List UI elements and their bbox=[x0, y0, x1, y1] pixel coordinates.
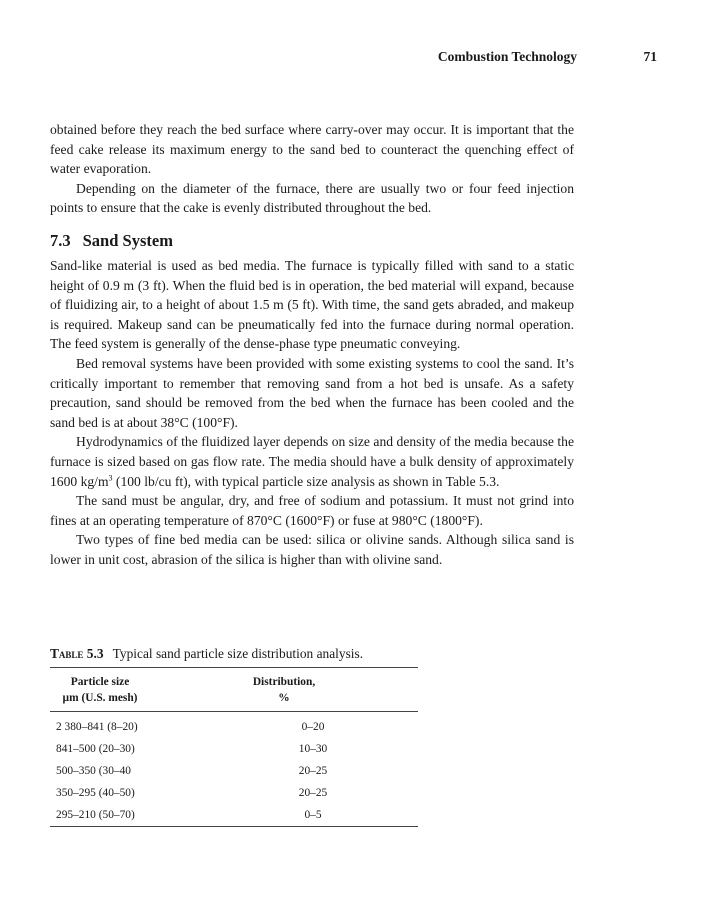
paragraph-continuation: obtained before they reach the bed surface where carry-over may occur. It is important that the feed cake release its maximum energy to the sand bed to counteract the quenching effect of water evaporation. bbox=[50, 122, 574, 177]
table-caption bbox=[50, 645, 450, 663]
section-heading bbox=[50, 229, 574, 253]
body-text bbox=[50, 120, 574, 569]
cell-distribution: 0–5 bbox=[150, 804, 418, 827]
section-number: 7.3 bbox=[50, 230, 71, 250]
cell-size: 350–295 (40–50) bbox=[56, 787, 135, 799]
table-row bbox=[50, 782, 418, 804]
cell-distribution: 0–20 bbox=[301, 721, 325, 733]
column-unit-distribution: % bbox=[150, 690, 418, 712]
superscript-exponent: 3 bbox=[108, 472, 113, 482]
table-header-row bbox=[50, 668, 418, 691]
hydrodynamics-text-start: Hydrodynamics of the fluidized layer depends on size and density of the media because the furnace is sized based on gas flow rate. The media should have a bulk density of approximately 1600 kg/m bbox=[50, 434, 574, 489]
cell-distribution: 10–30 bbox=[298, 743, 328, 755]
table-row bbox=[50, 738, 418, 760]
table-label: Table 5.3 bbox=[50, 646, 104, 661]
paragraph-sand-requirements: The sand must be angular, dry, and free of sodium and potassium. It must not grind into fines at an operating temperature of 870°C (1600°F) or fuse at 980°C (1800°F). bbox=[50, 493, 574, 528]
cell-size: 2 380–841 (8–20) bbox=[56, 721, 138, 733]
running-header bbox=[50, 49, 657, 69]
paragraph-feed-injection: Depending on the diameter of the furnace, there are usually two or four feed injection points to ensure that the cake is evenly distributed throughout the bed. bbox=[50, 180, 574, 216]
column-header-size: Particle size bbox=[50, 668, 150, 691]
table-row bbox=[50, 760, 418, 782]
paragraph-hydrodynamics bbox=[50, 432, 574, 491]
table-caption-text: Typical sand particle size distribution analysis. bbox=[112, 646, 364, 661]
section-title: Sand System bbox=[82, 230, 173, 250]
cell-size: 295–210 (50–70) bbox=[50, 804, 150, 827]
cell-distribution: 20–25 bbox=[298, 765, 328, 777]
cell-size: 841–500 (20–30) bbox=[56, 743, 135, 755]
page-number: 71 bbox=[643, 49, 657, 64]
cell-distribution: 20–25 bbox=[298, 787, 328, 799]
paragraph-media-types: Two types of fine bed media can be used: silica or olivine sands. Although silica sand is lower in unit cost, abrasion of the silica is higher than with olivine sand. bbox=[50, 532, 574, 567]
running-title: Combustion Technology bbox=[437, 49, 577, 64]
paragraph-bed-removal: Bed removal systems have been provided with some existing systems to cool the sand. It’s critically important to remember that removing sand from a hot bed is unsafe. As a safety precaution, sand should be removed from the bed when the furnace has been cooled and the sand bed is at about 38°C (100°F). bbox=[50, 355, 574, 430]
table-row bbox=[50, 804, 418, 827]
paragraph-bed-media: Sand-like material is used as bed media. The furnace is typically filled with sand to a static height of 0.9 m (3 ft). When the fluid bed is in operation, the bed material will expand, because of fluidizing air, to a height of about 1.5 m (5 ft). With time, the sand gets abraded, and makeup is required. Makeup sand can be pneumatically fed into the furnace during normal operation. The feed system is generally of the dense-phase type pneumatic conveying. bbox=[50, 257, 574, 352]
table-row bbox=[50, 712, 418, 739]
particle-size-table bbox=[50, 667, 418, 827]
cell-size: 500–350 (30–40 bbox=[56, 765, 131, 777]
table-header-row-units bbox=[50, 690, 418, 712]
column-header-distribution: Distribution, bbox=[150, 668, 418, 691]
column-unit-size: µm (U.S. mesh) bbox=[50, 690, 150, 712]
hydrodynamics-text-end: (100 lb/cu ft), with typical particle size analysis as shown in Table 5.3. bbox=[112, 473, 500, 489]
